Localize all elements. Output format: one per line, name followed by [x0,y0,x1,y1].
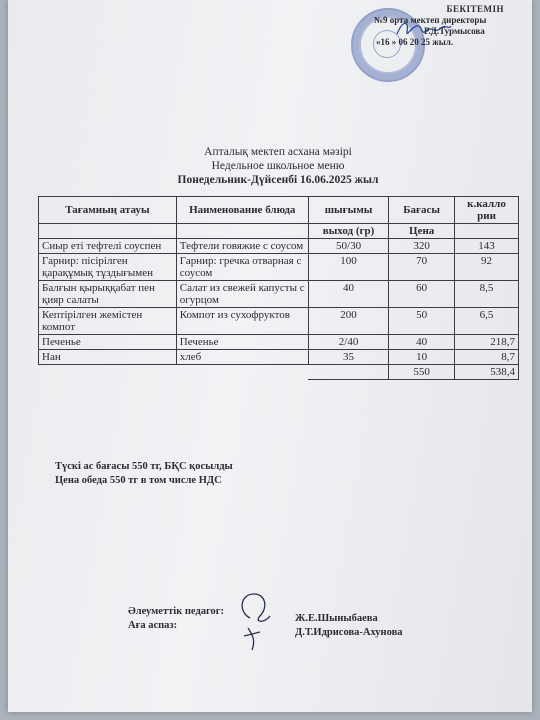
dish-kcal: 6,5 [455,308,519,335]
dish-name-kz: Печенье [39,335,177,350]
kazakh-title: Апталық мектеп асхана мәзірі [204,146,352,158]
pedagogue-signature [230,588,290,652]
signature-roles [128,605,224,633]
table-row [39,281,519,308]
dish-name-kz: Балғын қырыққабат пен қияр салаты [39,281,177,308]
dish-yield: 2/40 [308,335,389,350]
role-social-pedagogue: Әлеуметтік педагог: [128,606,225,617]
dish-price: 70 [389,254,455,281]
dish-price: 40 [389,335,455,350]
subheader-cell [455,224,519,239]
table-row [39,239,519,254]
dish-name-kz: Кептірілген жемістен компот [39,308,177,335]
approval-position: №9 орта мектеп директоры [374,15,487,25]
subheader-cell: выход (гр) [308,224,389,239]
dish-price: 10 [389,350,455,365]
dish-yield: 50/30 [308,239,389,254]
header-cell: шығымы [308,197,389,224]
table-row [39,335,519,350]
dish-yield: 35 [308,350,389,365]
totals-row [39,365,519,380]
subheader-cell: Цена [389,224,455,239]
header-cell: к.калло рии [455,197,519,224]
signature-names [295,612,403,640]
dish-name-kz: Нан [39,350,177,365]
dish-name-ru: Компот из сухофруктов [176,308,308,335]
approval-block [368,4,538,48]
name-head-cook: Д.Т.Идрисова-Ахунова [295,627,403,638]
header-cell: Бағасы [389,197,455,224]
total-kcal: 538,4 [455,365,519,380]
dish-name-kz: Сиыр еті тефтелі соуспен [39,239,177,254]
header-cell: Тағамның атауы [39,197,177,224]
total-price: 550 [389,365,455,380]
dish-name-ru: хлеб [176,350,308,365]
dish-name-ru: Печенье [176,335,308,350]
approval-title: БЕКІТЕМІН [446,4,504,14]
russian-title: Недельное школьное меню [211,160,345,172]
dish-kcal: 8,5 [455,281,519,308]
menu-table [38,196,519,380]
price-note-kz: Түскі ас бағасы 550 тг, БҚС қосылды [55,461,233,472]
table-subheader-row [39,224,519,239]
dish-price: 320 [389,239,455,254]
dish-yield: 200 [308,308,389,335]
dish-kcal: 218,7 [455,335,519,350]
dish-name-ru: Салат из свежей капусты с огурцом [176,281,308,308]
dish-yield: 100 [308,254,389,281]
table-row [39,254,519,281]
subheader-cell [39,224,177,239]
dish-price: 50 [389,308,455,335]
subheader-cell [176,224,308,239]
header-cell: Наименование блюда [176,197,308,224]
approval-date: «16 » 06 20 25 жыл. [376,37,454,47]
table-row [39,308,519,335]
dish-kcal: 143 [455,239,519,254]
dish-name-ru: Тефтели говяжие с соусом [176,239,308,254]
dish-kcal: 92 [455,254,519,281]
dish-kcal: 8,7 [455,350,519,365]
table-header-row [39,197,519,224]
dish-name-ru: Гарнир: гречка отварная с соусом [176,254,308,281]
menu-document [8,0,532,712]
name-social-pedagogue: Ж.Е.Шыныбаева [295,613,378,624]
document-headings [8,145,540,187]
price-note-ru: Цена обеда 550 тг в том числе НДС [55,475,222,486]
role-head-cook: Аға аспаз: [128,620,178,631]
dish-yield: 40 [308,281,389,308]
dish-name-kz: Гарнир: пісірілген қарақұмық тұздығымен [39,254,177,281]
table-row [39,350,519,365]
lunch-price-note [55,460,233,488]
dish-price: 60 [389,281,455,308]
day-date: Понедельник-Дүйсенбі 16.06.2025 жыл [177,174,379,186]
approval-director-name: Р.Д.Турмысова [424,26,485,36]
